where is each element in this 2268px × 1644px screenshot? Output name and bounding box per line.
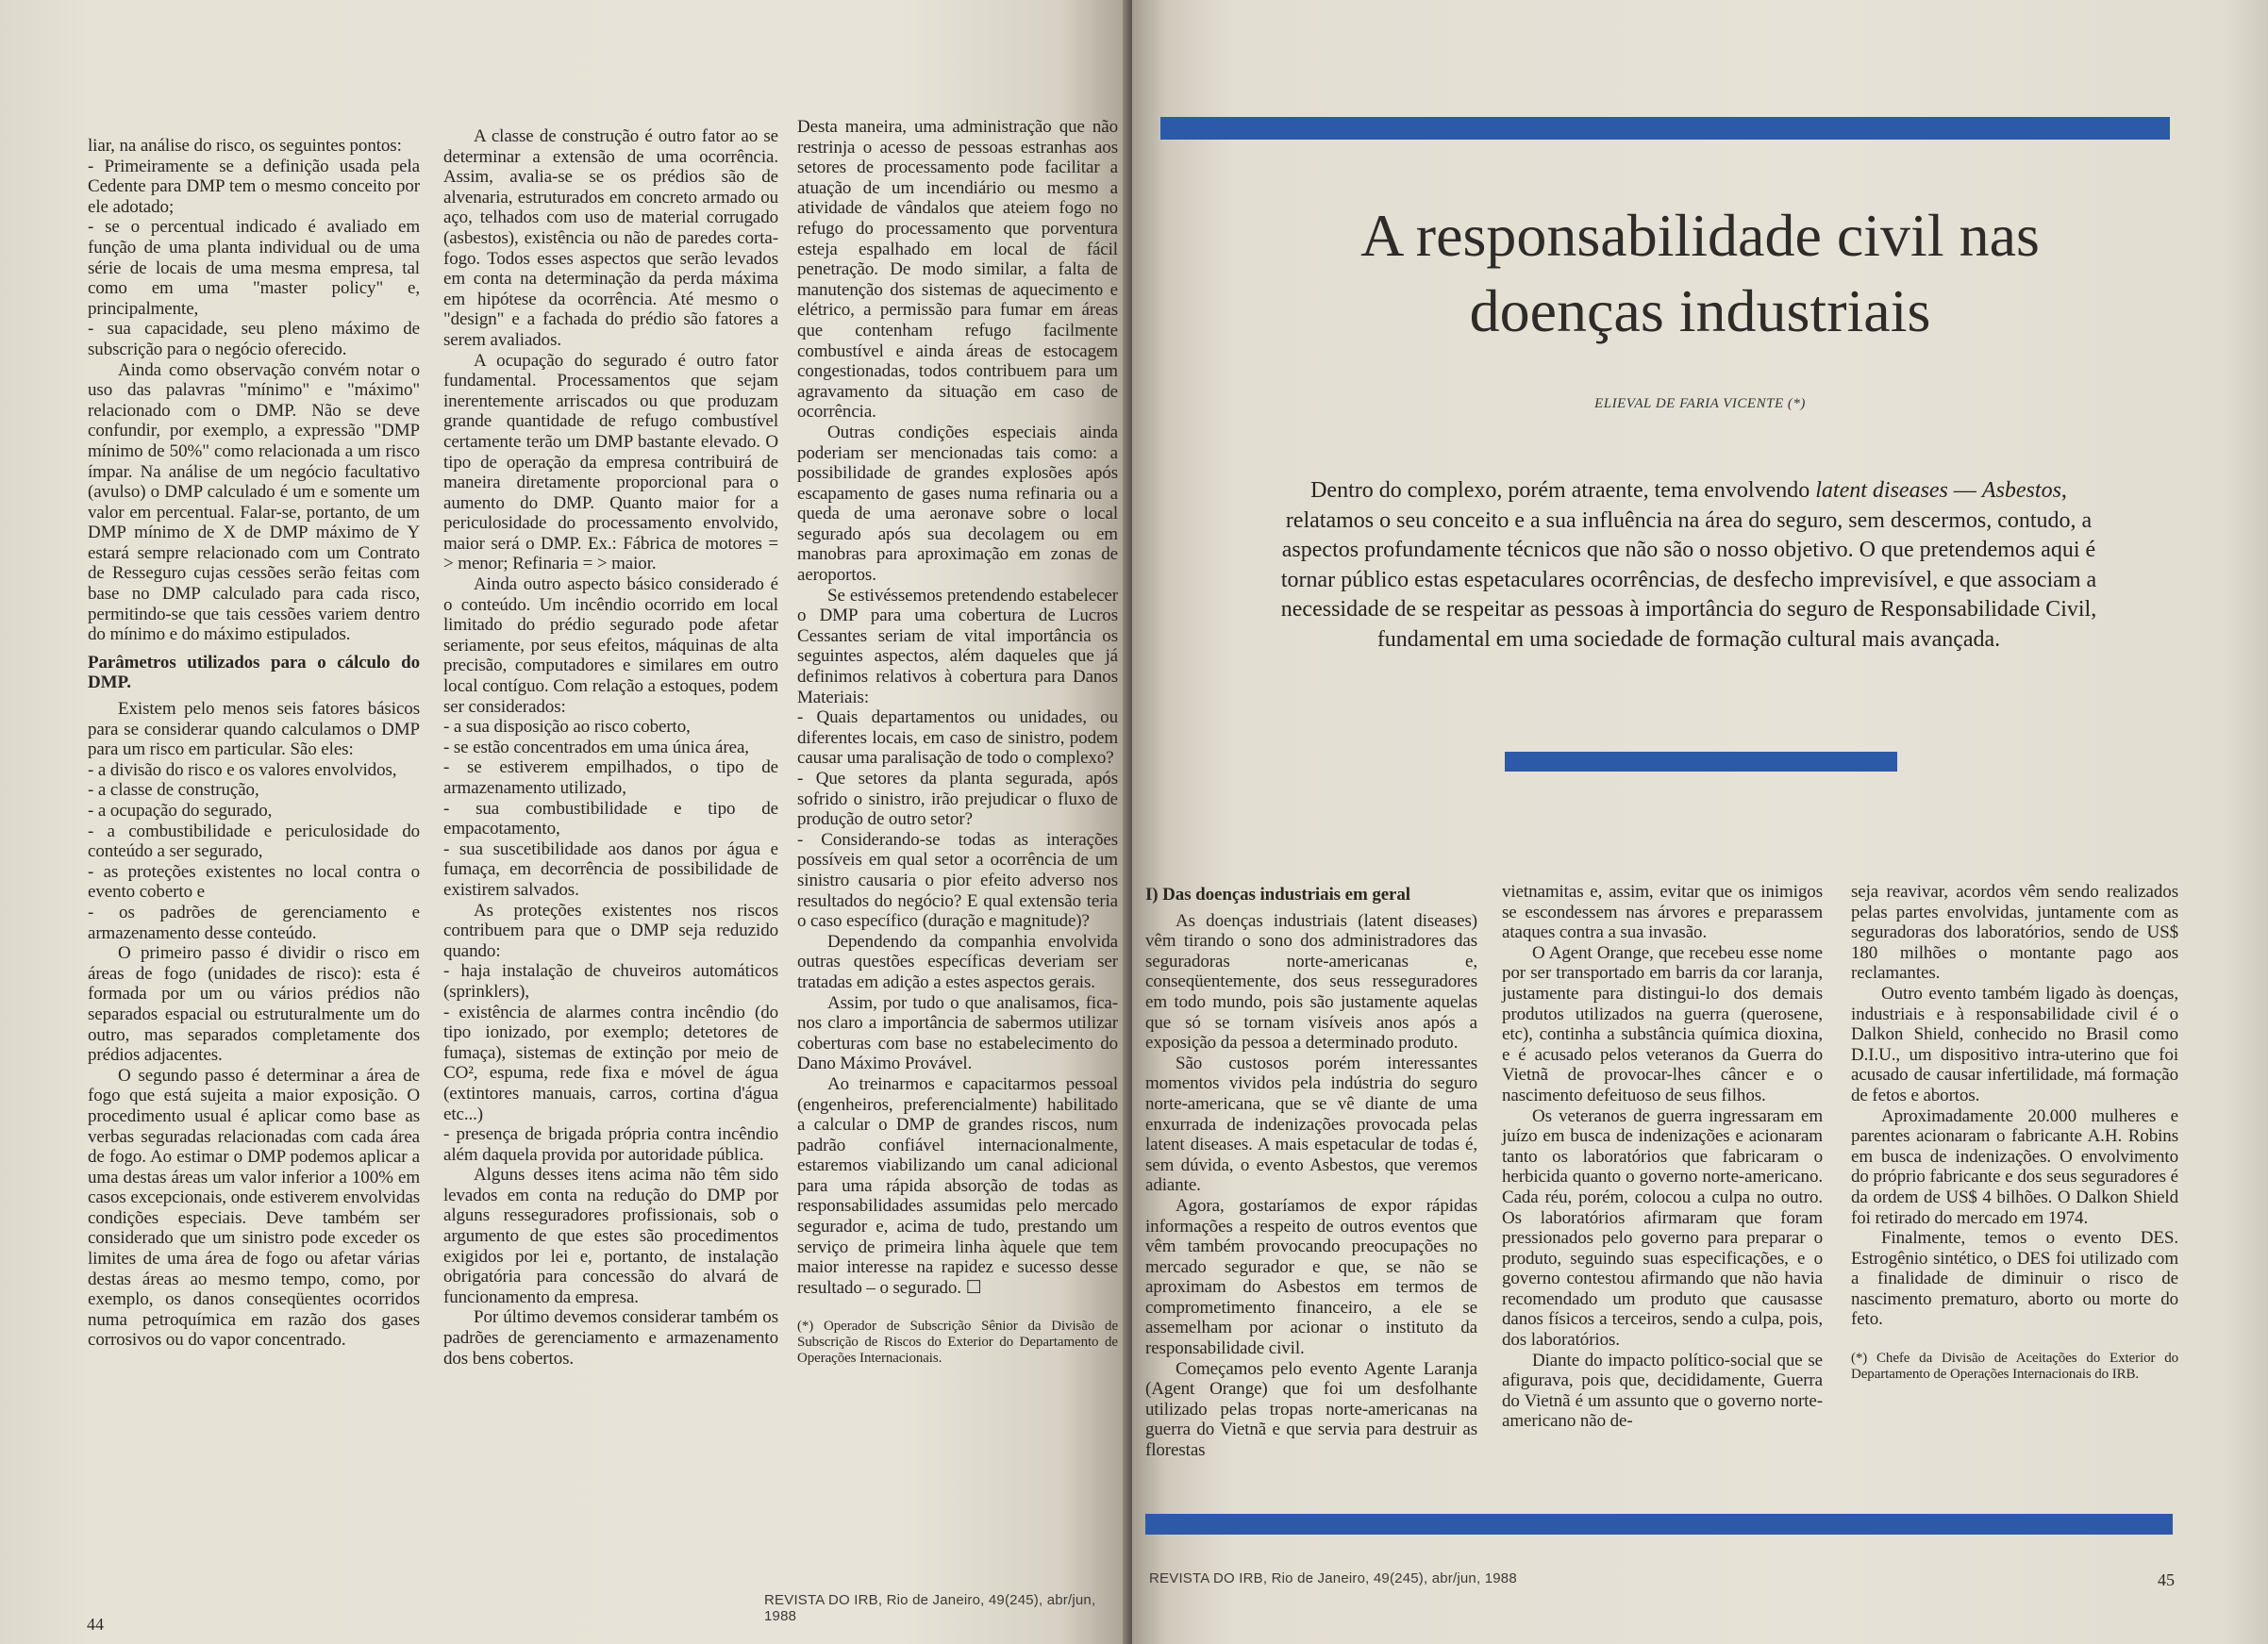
- author-footnote: (*) Operador de Subscrição Sênior da Divisão de Subscrição de Riscos do Exterior do Departamento de Operações Internacionais.: [797, 1319, 1118, 1367]
- list-item: - se estão concentrados em uma única área,: [443, 737, 749, 757]
- lead-divider-bar: [1505, 752, 1897, 772]
- paragraph: vietnamitas e, assim, evitar que os inimigos se escondessem nas árvores e preparassem ataques contra a sua invasão.: [1502, 882, 1823, 943]
- list-item: - presença de brigada própria contra incêndio além daquela provida por autoridade pública.: [443, 1124, 778, 1165]
- section-heading: I) Das doenças industriais em geral: [1145, 885, 1410, 905]
- paragraph: Aproximadamente 20.000 mulheres e parentes acionaram o fabricante A.H. Robins em busca de indenizações. O envolvimento do próprio fabricante e dos seus seguradores é da ordem de US$ 4 bilhões. O Dalkon Shield foi retirado do mercado em 1974.: [1851, 1105, 2178, 1228]
- paragraph: Os veteranos de guerra ingressaram em juízo em busca de indenizações e acionaram tanto os laboratórios que fabricaram o herbicida quanto o governo norte-americano. Cada réu, porém, colocou a culpa no outro. Os laboratórios afirmaram que foram pressionados pelo governo para preparar o produto, seguindo suas especificações, e o governo contestou afirmando que não havia recomendado um produto que causasse danos físicos a terceiros, sendo a culpa, pois, dos laboratórios.: [1502, 1105, 1823, 1351]
- paragraph: Outras condições especiais ainda poderiam ser mencionadas tais como: a possibilidade de grandes explosões após escapamento de gases numa refinaria ou a queda de uma aeronave sobre o local segurado após sua decolagem ou em manobras para aproximação em zonas de aeroportos.: [797, 422, 1118, 586]
- paragraph: liar, na análise do risco, os seguintes pontos:: [88, 136, 402, 156]
- bottom-accent-bar: [1145, 1514, 2173, 1535]
- paragraph: Dependendo da companhia envolvida outras questões específicas deveriam ser tratadas em adição a estes aspectos gerais.: [797, 931, 1118, 992]
- running-footer: REVISTA DO IRB, Rio de Janeiro, 49(245), abr/jun, 1988: [1149, 1570, 1517, 1586]
- article-lead: Dentro do complexo, porém atraente, tema envolvendo latent diseases — Asbestos, relatamos o seu conceito e a sua influência na área do seguro, sem descermos, contudo, a aspectos profundamente técnicos que não são o nosso objetivo. O que pretendemos aqui é tornar público estas espetaculares ocorrências, de desfecho imprevisível, e que associam a necessidade de se respeitar as pessoas à importância do seguro de Responsabilidade Civil, fundamental em uma sociedade de formação cultural mais avançada.: [1280, 478, 2097, 652]
- paragraph: Ainda outro aspecto básico considerado é o conteúdo. Um incêndio ocorrido em local limitado do prédio segurado pode afetar seriamente, por seus efeitos, máquinas de alta precisão, computadores e similares em outro local contíguo. Com relação a estoques, podem ser considerados:: [443, 574, 778, 717]
- paragraph: - Primeiramente se a definição usada pela Cedente para DMP tem o mesmo conceito por ele adotado;: [88, 156, 420, 217]
- paragraph: Diante do impacto político-social que se afigurava, pois que, decididamente, Guerra do Vietnã é um assunto que o governo norte-americano não de-: [1502, 1350, 1823, 1432]
- paragraph: O primeiro passo é dividir o risco em áreas de fogo (unidades de risco): esta é formada por um ou vários prédios não separados espacial ou estruturalmente um do outro, mas separados completamente dos prédios adjacentes.: [88, 943, 420, 1066]
- list-item: - a combustibilidade e periculosidade do conteúdo a ser segurado,: [88, 821, 420, 862]
- author-footnote: (*) Chefe da Divisão de Aceitações do Exterior do Departamento de Operações Internacionais do IRB.: [1851, 1351, 2178, 1383]
- list-item: - as proteções existentes no local contra o evento coberto e: [88, 861, 420, 903]
- title-line-1: A responsabilidade civil nas: [1360, 202, 2040, 269]
- right-column-1: [1145, 885, 1477, 1461]
- paragraph: A ocupação do segurado é outro fator fundamental. Processamentos que sejam inerentemente arriscados ou que produzam grande quantidade de refugo combustível certamente terão um DMP bastante elevado. O tipo de operação da empresa contribuirá de maneira diretamente proporcional para o aumento do DMP. Quanto maior for a periculosidade do processamento envolvido, maior será o DMP. Ex.: Fábrica de motores = > menor; Refinaria = > maior.: [443, 350, 778, 574]
- paragraph: seja reavivar, acordos vêm sendo realizados pelas partes envolvidas, juntamente com as seguradoras dos laboratórios, sendo de US$ 180 milhões o montante pago aos reclamantes.: [1851, 882, 2178, 984]
- running-footer: REVISTA DO IRB, Rio de Janeiro, 49(245), abr/jun, 1988: [764, 1592, 1096, 1624]
- list-item: - Quais departamentos ou unidades, ou diferentes locais, em caso de sinistro, podem causar uma paralisação de todo o complexo?: [797, 707, 1118, 769]
- paragraph: A classe de construção é outro fator ao se determinar a extensão de uma ocorrência. Assim, avalia-se se os prédios são de alvenaria, estruturados em concreto armado ou aço, telhados com uso de material corrugado (asbestos), existência ou não de paredes corta-fogo. Todos esses aspectos que serão levados em conta na determinação da perda máxima em hipótese da ocorrência. Até mesmo o "design" e a fachada do prédio são fatores a serem avaliados.: [443, 126, 778, 350]
- list-item: - a classe de construção,: [88, 780, 259, 801]
- paragraph: - sua capacidade, seu pleno máximo de subscrição para o negócio oferecido.: [88, 319, 420, 359]
- section-heading: Parâmetros utilizados para o cálculo do DMP.: [88, 652, 420, 693]
- right-column-3: [1851, 882, 2178, 1383]
- paragraph: Por último devemos considerar também os padrões de gerenciamento e armazenamento dos bens cobertos.: [443, 1307, 778, 1369]
- right-column-2: [1502, 882, 1823, 1432]
- list-item: - Considerando-se todas as interações possíveis em qual setor a ocorrência de um sinistro causaria o pior efeito adverso nos resultados do negócio? E qual extensão teria o caso específico (duração e magnitude)?: [797, 829, 1118, 932]
- list-item: - sua suscetibilidade aos danos por água e fumaça, em decorrência de possibilidade de existirem salvados.: [443, 839, 778, 900]
- top-accent-bar: [1160, 117, 2170, 140]
- paragraph: Ainda como observação convém notar o uso das palavras "mínimo" e "máximo" relacionado com o DMP. Não se deve confundir, por exemplo, a expressão "DMP mínimo de 50%" como relacionada a um risco ímpar. Na análise de um negócio facultativo (avulso) o DMP calculado é um e somente um valor em percentual. Falar-se, portanto, de um DMP mínimo de X de DMP máximo de Y estará sempre relacionado com um Contrato de Resseguro cujas cessões serão feitas com base no DMP calculado para cada risco, permitindo-se que tais cessões variem dentro do mínimo e do máximo estipulados.: [88, 359, 420, 645]
- paragraph: As doenças industriais (latent diseases) vêm tirando o sono dos administradores das seguradoras norte-americanas e, conseqüentemente, dos seus resseguradores em todo mundo, pois são justamente aquelas que só se tornam visíveis anos após a exposição da pessoa a determinado produto.: [1145, 910, 1477, 1054]
- right-page: [1132, 0, 2268, 1644]
- paragraph: Existem pelo menos seis fatores básicos para se considerar quando calculamos o DMP para um risco em particular. São eles:: [88, 699, 420, 760]
- left-column-2: [443, 126, 778, 1369]
- list-item: - existência de alarmes contra incêndio (do tipo ionizado, por exemplo; detetores de fumaça), sistemas de extinção por meio de CO², espuma, rede fixa e móvel de água (extintores manuais, carros, cortina d'água etc...): [443, 1002, 778, 1124]
- paragraph: São custosos porém interessantes momentos vividos pela indústria do seguro norte-americana, que se vê diante de uma enxurrada de indenizações provocada pelas latent diseases. A mais espetacular de todas é, sem dúvida, o evento Asbestos, que veremos adiante.: [1145, 1053, 1477, 1196]
- paragraph: O Agent Orange, que recebeu esse nome por ser transportado em barris da cor laranja, justamente para distingui-lo dos demais produtos utilizados na guerra (querosene, etc), continha a substância química dioxina, e é acusado pelos veteranos da Guerra do Vietnã de provocar-lhes câncer e o nascimento defeituoso de seus filhos.: [1502, 942, 1823, 1105]
- paragraph: Alguns desses itens acima não têm sido levados em conta na redução do DMP por alguns resseguradores profissionais, sob o argumento de que estes são procedimentos exigidos por lei e, portanto, de instalação obrigatória para concessão do alvará de funcionamento da empresa.: [443, 1165, 778, 1307]
- left-column-3: [797, 117, 1118, 1367]
- title-line-2: doenças industriais: [1469, 277, 1931, 344]
- paragraph: O segundo passo é determinar a área de fogo que está sujeita a maior exposição. O procedimento usual é aplicar como base as verbas seguradas relacionadas com cada área de fogo. Ao estimar o DMP podemos aplicar a uma destas áreas um valor inferior a 100% em casos excepcionais, onde estiverem envolvidas condições especiais. Deve também ser considerado que um sinistro pode exceder os limites de uma área de fogo ou afetar várias destas áreas ao mesmo tempo, como, por exemplo, os danos conseqüentes ocorridos numa petroquímica em razão dos gases corrosivos ou do vapor concentrado.: [88, 1065, 420, 1351]
- author-byline: ELIEVAL DE FARIA VICENTE (*): [1594, 396, 1806, 411]
- paragraph: Finalmente, temos o evento DES. Estrogênio sintético, o DES foi utilizado com a finalidade de diminuir o risco de nascimento prematuro, aborto ou morte do feto.: [1851, 1228, 2178, 1330]
- list-item: - haja instalação de chuveiros automáticos (sprinklers),: [443, 961, 778, 1002]
- list-item: - sua combustibilidade e tipo de empacotamento,: [443, 798, 778, 839]
- list-item: - se estiverem empilhados, o tipo de armazenamento utilizado,: [443, 757, 778, 798]
- paragraph: As proteções existentes nos riscos contribuem para que o DMP seja reduzido quando:: [443, 900, 778, 961]
- paragraph: Começamos pelo evento Agente Laranja (Agent Orange) que foi um desfolhante utilizado pelas tropas norte-americanas na guerra do Vietnã e que servia para destruir as florestas: [1145, 1358, 1477, 1461]
- paragraph: Outro evento também ligado às doenças, industriais e à responsabilidade civil é o Dalkon Shield, conhecido no Brasil como D.I.U., um dispositivo intra-uterino que foi acusado de causar infertilidade, má formação de fetos e abortos.: [1851, 983, 2178, 1105]
- article-title: [1132, 198, 2268, 349]
- left-page: [0, 0, 1128, 1644]
- left-column-1: [88, 136, 420, 1351]
- list-item: - os padrões de gerenciamento e armazenamento desse conteúdo.: [88, 902, 420, 943]
- page-number: 45: [2158, 1570, 2175, 1589]
- page-number: 44: [87, 1615, 104, 1634]
- paragraph: Desta maneira, uma administração que não restrinja o acesso de pessoas estranhas aos setores de processamento pode facilitar a atuação de um incendiário ou mesmo a atividade de vândalos que ateiem fogo no refugo do processamento que porventura esteja espalhado em local de fácil penetração. De modo similar, a falta de manutenção dos sistemas de aquecimento e elétrico, a permissão para fumar em áreas que contenham refugo facilmente combustível e ainda áreas de estocagem congestionadas, todos contribuem para um agravamento da situação em caso de ocorrência.: [797, 117, 1118, 423]
- paragraph: Ao treinarmos e capacitarmos pessoal (engenheiros, preferencialmente) habilitado a calcular o DMP de grandes riscos, num padrão confiável internacionalmente, estaremos viabilizando um canal adicional para uma rápida absorção de todas as responsabilidades assumidas pelo mercado segurador e, acima de tudo, prestando um serviço de primeira linha àquele que tem maior interesse na rapidez e sucesso desse resultado – o segurado. ☐: [797, 1073, 1118, 1298]
- paragraph: - se o percentual indicado é avaliado em função de uma planta individual ou de uma série de locais de uma mesma empresa, tal como em uma "master policy" e, principalmente,: [88, 217, 420, 319]
- list-item: - a sua disposição ao risco coberto,: [443, 717, 691, 738]
- list-item: - a divisão do risco e os valores envolvidos,: [88, 759, 397, 780]
- paragraph: Assim, por tudo o que analisamos, fica-nos claro a importância de sabermos utilizar coberturas com base no estabelecimento do Dano Máximo Provável.: [797, 992, 1118, 1074]
- paragraph: Se estivéssemos pretendendo estabelecer o DMP para uma cobertura de Lucros Cessantes seriam de vital importância os seguintes aspectos, além daqueles que já definimos relativos à cobertura para Danos Materiais:: [797, 585, 1118, 707]
- list-item: - Que setores da planta segurada, após sofrido o sinistro, irão prejudicar o fluxo de produção de outro setor?: [797, 769, 1118, 830]
- paragraph: Agora, gostaríamos de expor rápidas informações a respeito de outros eventos que vêm também provocando preocupações no mercado segurador e que, se não se aproximam do Asbestos em termos de comprometimento financeiro, a ele se assemelham por acionar o instituto da responsabilidade civil.: [1145, 1195, 1477, 1359]
- list-item: - a ocupação do segurado,: [88, 801, 273, 821]
